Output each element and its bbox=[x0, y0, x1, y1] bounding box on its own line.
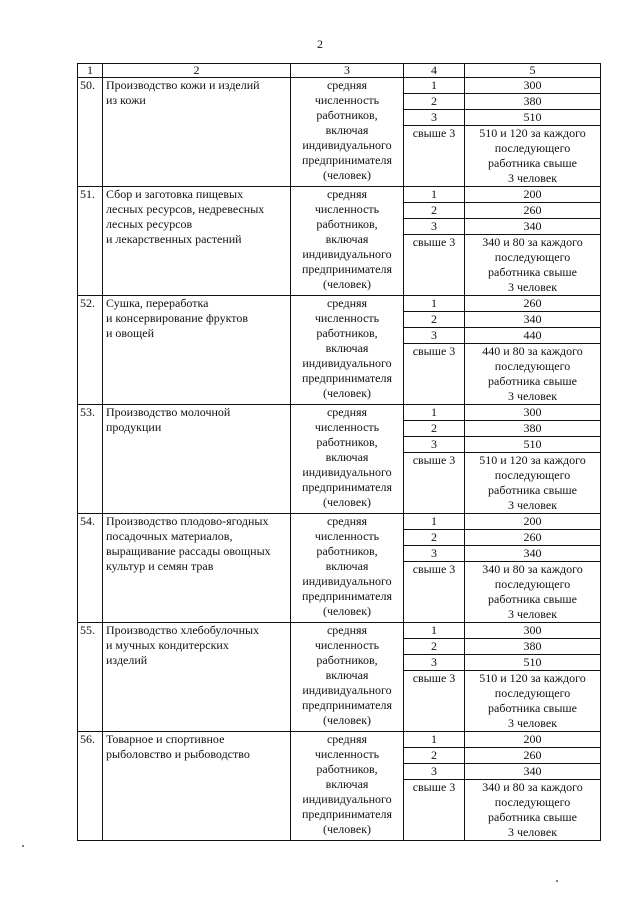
workers-cell: 2 bbox=[404, 530, 465, 546]
amount-cell: 260 bbox=[465, 203, 601, 219]
workers-cell: 1 bbox=[404, 623, 465, 639]
table-row bbox=[78, 623, 601, 639]
amount-cell: 510 bbox=[465, 437, 601, 453]
workers-cell: 2 bbox=[404, 639, 465, 655]
row-number: 53. bbox=[78, 405, 103, 514]
workers-cell: 2 bbox=[404, 421, 465, 437]
indicator-cell: средняя численность работников, включая индивидуального предпринимателя (человек) bbox=[291, 623, 404, 732]
table-row bbox=[78, 405, 601, 421]
workers-cell: свыше 3 bbox=[404, 235, 465, 296]
row-number: 54. bbox=[78, 514, 103, 623]
amount-cell: 510 и 120 за каждого последующего работника свыше 3 человек bbox=[465, 671, 601, 732]
workers-cell: 2 bbox=[404, 203, 465, 219]
amount-cell: 340 и 80 за каждого последующего работника свыше 3 человек bbox=[465, 780, 601, 841]
amount-cell: 340 bbox=[465, 312, 601, 328]
indicator-cell: средняя численность работников, включая индивидуального предпринимателя (человек) bbox=[291, 187, 404, 296]
workers-cell: 1 bbox=[404, 732, 465, 748]
activity-name: Сбор и заготовка пищевых лесных ресурсов, недревесных лесных ресурсов и лекарственных растений bbox=[103, 187, 291, 296]
workers-cell: 2 bbox=[404, 312, 465, 328]
amount-cell: 380 bbox=[465, 639, 601, 655]
page-number: 2 bbox=[317, 37, 323, 51]
amount-cell: 510 и 120 за каждого последующего работника свыше 3 человек bbox=[465, 126, 601, 187]
workers-cell: 1 bbox=[404, 405, 465, 421]
workers-cell: 1 bbox=[404, 514, 465, 530]
amount-cell: 300 bbox=[465, 78, 601, 94]
header-cell: 4 bbox=[404, 64, 465, 78]
workers-cell: 3 bbox=[404, 328, 465, 344]
workers-cell: свыше 3 bbox=[404, 671, 465, 732]
header-cell: 5 bbox=[465, 64, 601, 78]
amount-cell: 260 bbox=[465, 748, 601, 764]
indicator-cell: средняя численность работников, включая индивидуального предпринимателя (человек) bbox=[291, 732, 404, 841]
header-cell: 1 bbox=[78, 64, 103, 78]
indicator-cell: средняя численность работников, включая индивидуального предпринимателя (человек) bbox=[291, 405, 404, 514]
header-cell: 3 bbox=[291, 64, 404, 78]
workers-cell: 2 bbox=[404, 94, 465, 110]
workers-cell: 2 bbox=[404, 748, 465, 764]
indicator-cell: средняя численность работников, включая индивидуального предпринимателя (человек) bbox=[291, 296, 404, 405]
amount-cell: 260 bbox=[465, 530, 601, 546]
indicator-cell: средняя численность работников, включая индивидуального предпринимателя (человек) bbox=[291, 78, 404, 187]
row-number: 52. bbox=[78, 296, 103, 405]
amount-cell: 340 и 80 за каждого последующего работника свыше 3 человек bbox=[465, 562, 601, 623]
amount-cell: 300 bbox=[465, 623, 601, 639]
workers-cell: свыше 3 bbox=[404, 780, 465, 841]
amount-cell: 510 и 120 за каждого последующего работника свыше 3 человек bbox=[465, 453, 601, 514]
row-number: 50. bbox=[78, 78, 103, 187]
amount-cell: 300 bbox=[465, 405, 601, 421]
workers-cell: 1 bbox=[404, 187, 465, 203]
amount-cell: 200 bbox=[465, 187, 601, 203]
workers-cell: 1 bbox=[404, 78, 465, 94]
table-body bbox=[78, 64, 601, 841]
tariff-table bbox=[77, 63, 601, 841]
amount-cell: 260 bbox=[465, 296, 601, 312]
activity-name: Товарное и спортивное рыболовство и рыбоводство bbox=[103, 732, 291, 841]
workers-cell: свыше 3 bbox=[404, 126, 465, 187]
workers-cell: 3 bbox=[404, 110, 465, 126]
workers-cell: 1 bbox=[404, 296, 465, 312]
amount-cell: 200 bbox=[465, 732, 601, 748]
amount-cell: 340 bbox=[465, 546, 601, 562]
table-row bbox=[78, 732, 601, 748]
amount-cell: 440 и 80 за каждого последующего работника свыше 3 человек bbox=[465, 344, 601, 405]
row-number: 55. bbox=[78, 623, 103, 732]
amount-cell: 510 bbox=[465, 655, 601, 671]
scan-speck bbox=[556, 880, 558, 882]
table-header-row bbox=[78, 64, 601, 78]
workers-cell: 3 bbox=[404, 437, 465, 453]
workers-cell: 3 bbox=[404, 764, 465, 780]
workers-cell: свыше 3 bbox=[404, 344, 465, 405]
table-row bbox=[78, 296, 601, 312]
workers-cell: 3 bbox=[404, 219, 465, 235]
table-row bbox=[78, 187, 601, 203]
table-row bbox=[78, 78, 601, 94]
activity-name: Производство хлебобулочных и мучных кондитерских изделий bbox=[103, 623, 291, 732]
amount-cell: 340 bbox=[465, 219, 601, 235]
activity-name: Производство молочной продукции bbox=[103, 405, 291, 514]
scan-speck bbox=[22, 845, 24, 847]
activity-name: Производство кожи и изделий из кожи bbox=[103, 78, 291, 187]
indicator-cell: средняя численность работников, включая индивидуального предпринимателя (человек) bbox=[291, 514, 404, 623]
activity-name: Производство плодово-ягодных посадочных материалов, выращивание рассады овощных культур и семян трав bbox=[103, 514, 291, 623]
row-number: 56. bbox=[78, 732, 103, 841]
table-row bbox=[78, 514, 601, 530]
amount-cell: 340 и 80 за каждого последующего работника свыше 3 человек bbox=[465, 235, 601, 296]
amount-cell: 440 bbox=[465, 328, 601, 344]
workers-cell: 3 bbox=[404, 546, 465, 562]
amount-cell: 380 bbox=[465, 421, 601, 437]
activity-name: Сушка, переработка и консервирование фруктов и овощей bbox=[103, 296, 291, 405]
amount-cell: 200 bbox=[465, 514, 601, 530]
amount-cell: 380 bbox=[465, 94, 601, 110]
workers-cell: свыше 3 bbox=[404, 562, 465, 623]
workers-cell: 3 bbox=[404, 655, 465, 671]
amount-cell: 510 bbox=[465, 110, 601, 126]
header-cell: 2 bbox=[103, 64, 291, 78]
amount-cell: 340 bbox=[465, 764, 601, 780]
workers-cell: свыше 3 bbox=[404, 453, 465, 514]
row-number: 51. bbox=[78, 187, 103, 296]
